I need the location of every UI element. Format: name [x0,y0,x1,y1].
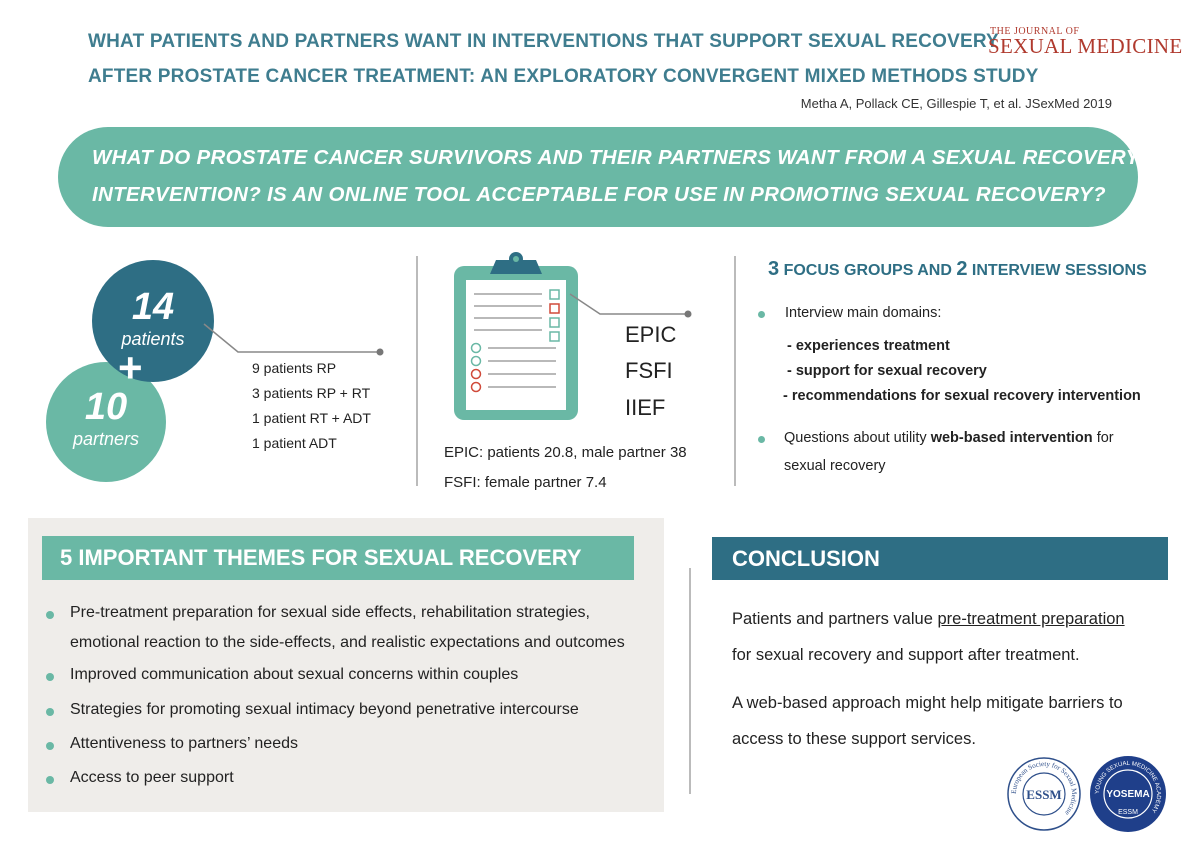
bullet [46,742,54,750]
breakdown-item: 1 patient RT + ADT [252,410,371,426]
divider [734,256,736,486]
focus-groups-heading: 3 FOCUS GROUPS AND 2 INTERVIEW SESSIONS [768,258,1147,280]
bullet [46,708,54,716]
focus-group-count: 3 [768,258,780,280]
questionnaire-iief: IIEF [625,395,666,420]
yosema-logo [1088,754,1168,834]
yosema-bottom-text: ESSM [1118,809,1138,816]
breakdown-item: 9 patients RP [252,360,337,376]
research-question-line-1: WHAT DO PROSTATE CANCER SURVIVORS AND THEIR PARTNERS WANT FROM A SEXUAL RECOVERY [92,146,1140,169]
theme-item: Access to peer support [70,769,234,786]
breakdown-item: 3 patients RP + RT [252,385,371,401]
citation: Metha A, Pollack CE, Gillespie T, et al. JSexMed 2019 [800,96,1112,111]
fsfi-score: FSFI: female partner 7.4 [444,474,607,491]
patients-count: 14 [131,286,175,328]
conclusion-paragraph-1: Patients and partners value pre-treatment preparation [732,610,1125,628]
theme-item: Pre-treatment preparation for sexual side effects, rehabilitation strategies, [70,604,590,621]
divider [689,568,691,794]
conclusion-paragraph-2: A web-based approach might help mitigate barriers to [732,694,1123,712]
patients-circle [92,260,214,382]
theme-item: Strategies for promoting sexual intimacy beyond penetrative intercourse [70,701,579,718]
utility-question: Questions about utility web-based intervention for [784,430,1114,446]
themes-heading: 5 IMPORTANT THEMES FOR SEXUAL RECOVERY [42,536,634,580]
yosema-ring-text: YOUNG SEXUAL MEDICINE ACADEMY [1094,760,1162,814]
questionnaire-fsfi: FSFI [625,358,673,383]
conclusion-heading: CONCLUSION [712,537,1168,580]
questionnaire-epic: EPIC [625,322,677,347]
domain-item: - support for sexual recovery [787,363,987,379]
yosema-center-text: YOSEMA [1106,789,1150,800]
divider [416,256,418,486]
partners-label: partners [72,429,140,449]
partners-count: 10 [84,386,128,428]
bullet [758,436,765,443]
title-line-2: AFTER PROSTATE CANCER TREATMENT: AN EXPLORATORY CONVERGENT MIXED METHODS STUDY [88,66,1039,87]
bullet [46,673,54,681]
plus-sign: + [118,344,143,391]
bullet [46,776,54,784]
theme-item-continued: emotional reaction to the side-effects, and realistic expectations and outcomes [70,634,625,651]
interview-domains-intro: Interview main domains: [785,305,942,321]
domain-item: - recommendations for sexual recovery intervention [783,388,1141,404]
theme-item: Improved communication about sexual concerns within couples [70,666,519,683]
research-question-banner [58,127,1138,227]
bullet [46,611,54,619]
journal-name-small: THE JOURNAL OF [990,26,1080,37]
research-question-line-2: INTERVENTION? IS AN ONLINE TOOL ACCEPTABLE FOR USE IN PROMOTING SEXUAL RECOVERY? [92,183,1106,206]
journal-name: SEXUAL MEDICINE [988,34,1183,58]
essm-center-text: ESSM [1026,787,1062,802]
participants-connector [200,320,390,360]
breakdown-item: 1 patient ADT [252,435,337,451]
patients-label: patients [121,329,185,349]
interview-count: 2 [956,258,968,280]
theme-item: Attentiveness to partners’ needs [70,735,298,752]
essm-logo [1006,756,1082,832]
conclusion-paragraph-2-line-2: access to these support services. [732,730,976,748]
essm-ring-text: European Society for Sexual Medicine [1009,759,1079,817]
title-line-1: WHAT PATIENTS AND PARTNERS WANT IN INTERVENTIONS THAT SUPPORT SEXUAL RECOVERY [88,31,999,52]
bullet [758,311,765,318]
epic-score: EPIC: patients 20.8, male partner 38 [444,444,687,461]
domain-item: - experiences treatment [787,338,950,354]
utility-question-line-2: sexual recovery [784,458,886,474]
conclusion-paragraph-1-line-2: for sexual recovery and support after treatment. [732,646,1080,664]
